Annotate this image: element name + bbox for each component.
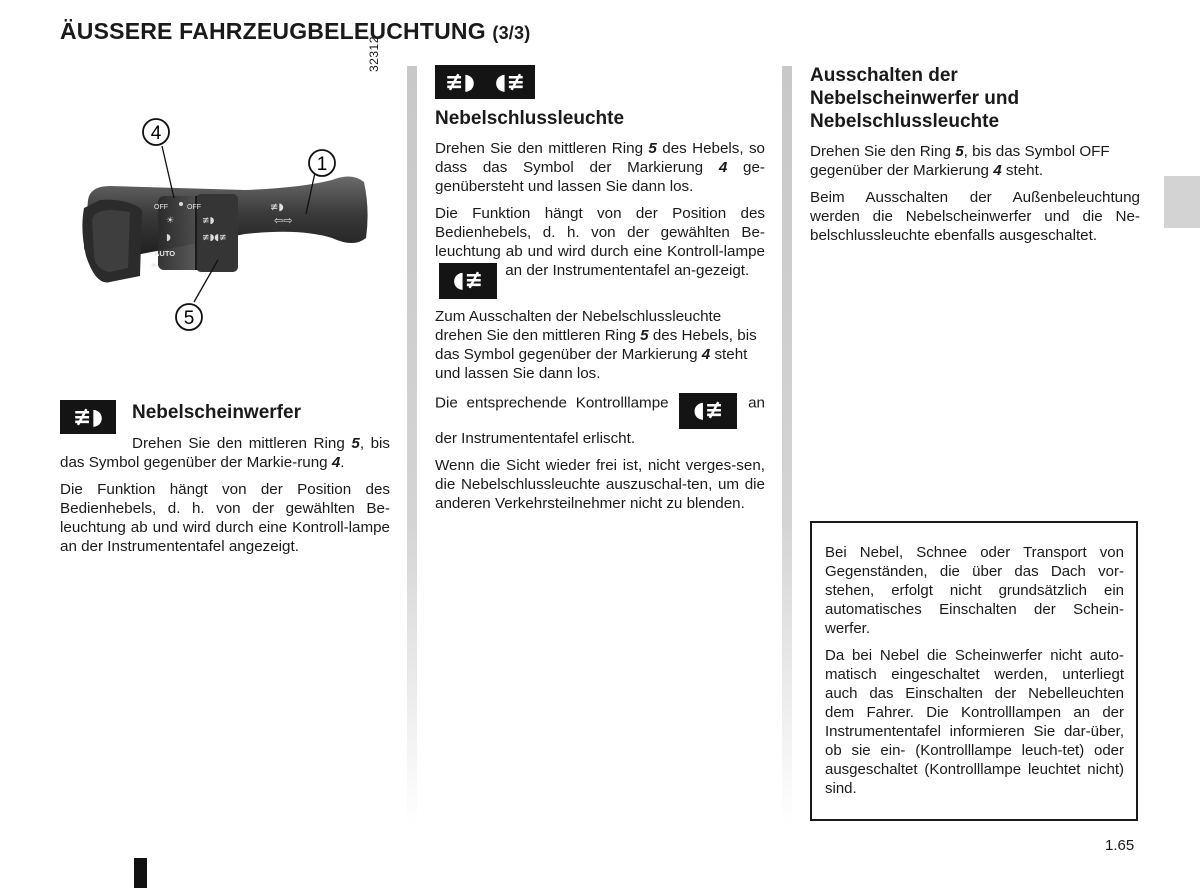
- lighting-stalk-figure: [70, 110, 390, 340]
- left-paragraph-1: Drehen Sie den mittleren Ring 5, bis das Symbol gegenüber der Markie-rung 4.: [60, 435, 391, 471]
- svg-text:≢◗◖≢: ≢◗◖≢: [202, 233, 227, 243]
- right-column: [810, 64, 1140, 253]
- svg-text:☀: ☀: [150, 261, 158, 270]
- note-paragraph-1: Bei Nebel, Schnee oder Transport von Gegenständen, die über das Dach vor-stehen, erfolgt nicht grundsätzlich ein automatisches Einschalten der Schein-werfer.: [825, 544, 1124, 637]
- middle-paragraph-1: Drehen Sie den mittleren Ring 5 des Hebels, so dass das Symbol der Markierung 4 ge-genübersteht und lassen Sie dann los.: [435, 140, 766, 195]
- page-title: [60, 18, 530, 45]
- title-text: ÄUSSERE FAHRZEUGBELEUCHTUNG: [60, 18, 486, 44]
- svg-text:≢◗: ≢◗: [270, 202, 284, 213]
- svg-text:5: 5: [183, 308, 195, 329]
- rear-fog-indicator-icon: ◖≢: [439, 263, 497, 299]
- column-separator-left: [407, 66, 417, 826]
- middle-paragraph-5: Wenn die Sicht wieder frei ist, nicht verges-sen, die Nebelschlussleuchte auszuschal-ten, um die anderen Verkehrsteilnehmer nicht zu blenden.: [435, 456, 765, 512]
- middle-paragraph-2: Die Funktion hängt von der Position des Bedienhebels, d. h. von der gewählten Be-leuchtung ab und wird durch eine Kontroll-lampe ◖≢ an der Instrumententafel an-gezeigt.: [435, 204, 765, 299]
- right-paragraph-2: Beim Ausschalten der Außenbeleuchtung werden die Nebelscheinwerfer und die Ne-belschlussleuchte ebenfalls ausgeschaltet.: [810, 189, 1140, 244]
- section-heading-rear-fog-light: Nebelschlussleuchte: [435, 108, 625, 129]
- note-box: [810, 521, 1138, 821]
- middle-paragraph-3: Zum Ausschalten der Nebelschlussleuchte drehen Sie den mittleren Ring 5 des Hebels, bis das Symbol gegenüber der Markierung 4 steht und lassen Sie dann los.: [435, 307, 757, 382]
- lever-label-off-left: OFF: [154, 204, 168, 211]
- svg-text:◗: ◗: [166, 233, 171, 243]
- svg-text:☀: ☀: [166, 216, 175, 226]
- figure-reference-code: 32312: [367, 36, 381, 72]
- page-corner-mark: [134, 858, 147, 888]
- note-paragraph-2: Da bei Nebel die Scheinwerfer nicht auto-matisch eingeschaltet werden, unterliegt auch das Einschalten der Nebelleuchten dem Fahrer. Die Kontrolllampen an der Instrumententafel informieren Sie dar-über, ob sie ein- (Kontrolllampe leuch-tet) oder ausgeschaltet (Kontrolllampe leuchtet nicht) sind.: [825, 647, 1124, 797]
- column-separator-right: [782, 66, 792, 826]
- rear-fog-indicator-icon: ◖≢: [679, 393, 737, 429]
- lever-label-off-right: OFF: [187, 204, 201, 211]
- lever-label-auto: AUTO: [154, 249, 176, 258]
- title-part-indicator: (3/3): [492, 23, 531, 43]
- section-heading-fog-lights: Nebelscheinwerfer: [132, 402, 301, 423]
- left-column: [60, 398, 390, 564]
- callout-4: [143, 119, 169, 145]
- left-paragraph-2: Die Funktion hängt von der Position des Bedienhebels, d. h. von der gewählten Be-leuchtung ab und wird durch eine Kontroll-lampe an der Instrumententafel angezeigt.: [60, 481, 390, 555]
- chapter-tab: [1164, 176, 1200, 228]
- callout-5: [176, 304, 202, 330]
- rear-fog-light-icon: ◖≢: [485, 65, 535, 99]
- front-fog-light-icon: ≢◗: [60, 400, 116, 434]
- section-heading-switch-off: Ausschalten der Nebelscheinwerfer und Nebelschlussleuchte: [810, 65, 1020, 132]
- page-number: 1.65: [1105, 837, 1135, 854]
- svg-text:⇦⇨: ⇦⇨: [274, 214, 293, 227]
- right-paragraph-1: Drehen Sie den Ring 5, bis das Symbol OFF gegenüber der Markierung 4 steht.: [810, 143, 1110, 179]
- svg-text:4: 4: [150, 123, 162, 144]
- front-fog-light-icon: ≢◗: [435, 65, 485, 99]
- svg-text:≢◗: ≢◗: [202, 216, 215, 226]
- svg-text:1: 1: [316, 154, 328, 175]
- middle-column: [435, 65, 765, 521]
- callout-1: [309, 150, 335, 176]
- middle-paragraph-4: Die entsprechende Kontrolllampe ◖≢ an der Instrumententafel erlischt.: [435, 394, 765, 447]
